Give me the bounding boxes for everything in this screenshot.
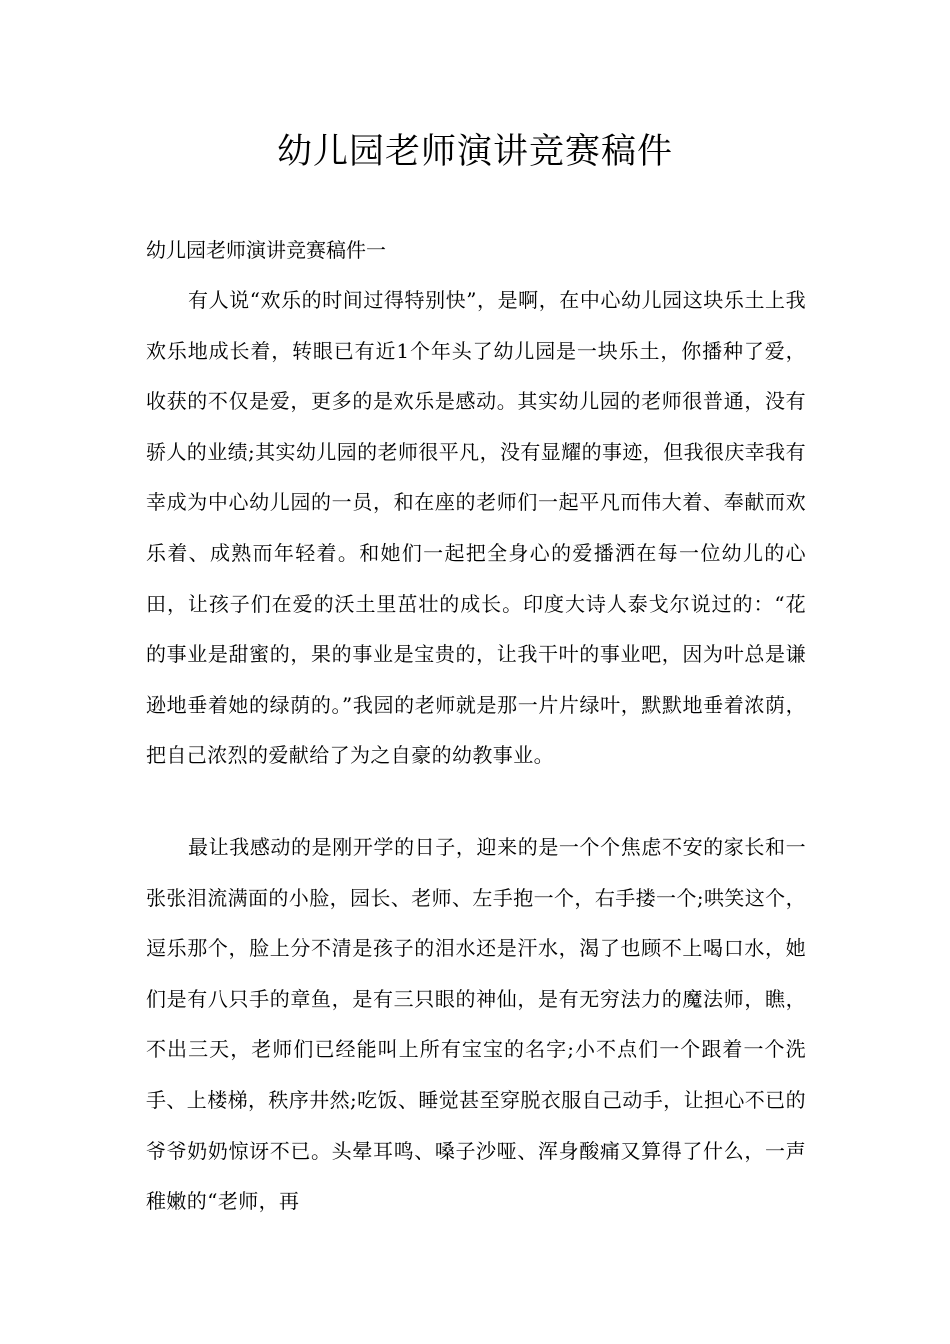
- body-paragraph-2: 最让我感动的是刚开学的日子，迎来的是一个个焦虑不安的家长和一张张泪流满面的小脸，园长、老师、左手抱一个，右手搂一个;哄笑这个，逗乐那个，脸上分不清是孩子的泪水还是汗水，渴了也顾不上喝口水，她们是有八只手的章鱼，是有三只眼的神仙，是有无穷法力的魔法师，瞧，不出三天，老师们已经能叫上所有宝宝的名字;小不点们一个跟着一个洗手、上楼梯，秩序井然;吃饭、睡觉甚至穿脱衣服自己动手，让担心不已的爷爷奶奶惊讶不已。头晕耳鸣、嗓子沙哑、浑身酸痛又算得了什么，一声稚嫩的“老师，再: [146, 835, 806, 1214]
- body-paragraph-1: 有人说“欢乐的时间过得特别快”，是啊，在中心幼儿园这块乐土上我欢乐地成长着，转眼已有近1个年头了幼儿园是一块乐土，你播种了爱，收获的不仅是爱，更多的是欢乐是感动。其实幼儿园的老师很普通，没有骄人的业绩;其实幼儿园的老师很平凡，没有显耀的事迹，但我很庆幸我有幸成为中心幼儿园的一员，和在座的老师们一起平凡而伟大着、奉献而欢乐着、成熟而年轻着。和她们一起把全身心的爱播洒在每一位幼儿的心田，让孩子们在爱的沃土里茁壮的成长。印度大诗人泰戈尔说过的：“花的事业是甜蜜的，果的事业是宝贵的，让我干叶的事业吧，因为叶总是谦逊地垂着她的绿荫的。”我园的老师就是那一片片绿叶，默默地垂着浓荫，把自己浓烈的爱献给了为之自豪的幼教事业。: [146, 288, 806, 768]
- section-heading: 幼儿园老师演讲竞赛稿件一: [146, 238, 386, 262]
- document-title: 幼儿园老师演讲竞赛稿件: [276, 132, 673, 172]
